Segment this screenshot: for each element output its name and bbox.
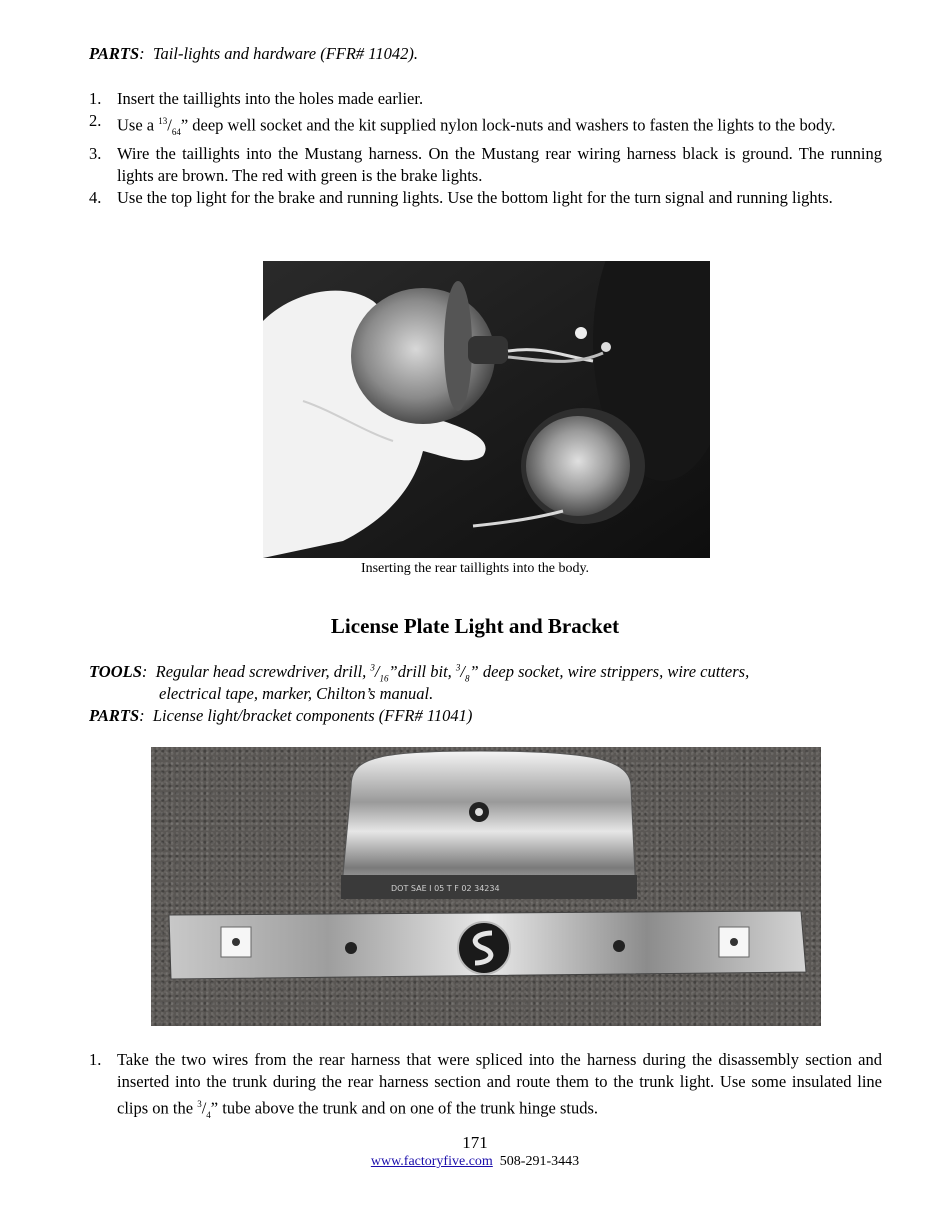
list-item: 1. Take the two wires from the rear harness that were spliced into the harness during the disassembly section and inserted into the trunk during the rear harness section and route them to the trunk light. Use some insulated line clips on the $^3/_4$” tube above the trunk and on one of the trunk hinge studs. — [89, 1050, 882, 1120]
top-parts-line — [89, 44, 418, 64]
page-number: 171 — [462, 1133, 488, 1152]
parts-text: Tail-lights and hardware (FFR# 11042). — [152, 44, 418, 63]
fraction-numerator: 13 — [158, 116, 168, 126]
fraction-numerator: 3 — [197, 1099, 202, 1109]
parts-colon: : — [139, 44, 145, 63]
tools-line-2: electrical tape, marker, Chilton’s manual. — [159, 684, 434, 703]
footer-contact — [0, 1154, 950, 1170]
section-heading: License Plate Light and Bracket — [330, 614, 620, 638]
taillight-photo — [263, 261, 710, 558]
parts-label: PARTS — [89, 44, 140, 63]
phone-number: 508-291-3443 — [499, 1154, 580, 1169]
taillight-photo-illustration — [263, 261, 710, 558]
license-light-steps — [89, 1049, 882, 1126]
list-item: 4. Use the top light for the brake and running lights. Use the bottom light for the turn signal and running lights. — [89, 187, 833, 207]
parts-label: PARTS — [89, 706, 140, 725]
tail-light-steps — [89, 88, 882, 209]
list-item: 2. Use a $^{13}/_{64}$” deep well socket and the kit supplied nylon lock-nuts and washers to fasten the lights to the body. — [89, 111, 836, 137]
website-link[interactable]: www.factoryfive.com — [370, 1154, 493, 1169]
tools-text: Regular head screwdriver, drill, $^3/_{16}”drill$ bit, $^3/_8$” deep socket, wire strippers, wire cutters, — [155, 662, 750, 684]
bracket-stamp: DOT SAE I 05 T F 02 34234 — [391, 884, 500, 893]
fraction-denominator: 64 — [171, 126, 181, 137]
fraction-denominator: 4 — [206, 1109, 211, 1120]
license-bracket-photo — [151, 747, 821, 1026]
tools-line: TOOLS: Regular head screwdriver, drill, $^3/_{16}”drill$ bit, $^3/_8$” deep socket, wire strippers, wire cutters, — [89, 662, 750, 684]
tools-label: TOOLS — [89, 662, 142, 681]
list-item: 3. Wire the taillights into the Mustang harness. On the Mustang rear wiring harness black is ground. The running lights are brown. The red with green is the brake lights. — [89, 143, 882, 185]
bottom-parts-line: PARTS: License light/bracket components (FFR# 11041) — [89, 706, 473, 725]
list-item: 1. Insert the taillights into the holes made earlier. — [89, 89, 424, 108]
license-bracket-illustration — [151, 747, 821, 1026]
photo-caption: Inserting the rear taillights into the body. — [360, 561, 590, 576]
parts-text: License light/bracket components (FFR# 11041) — [152, 706, 473, 725]
